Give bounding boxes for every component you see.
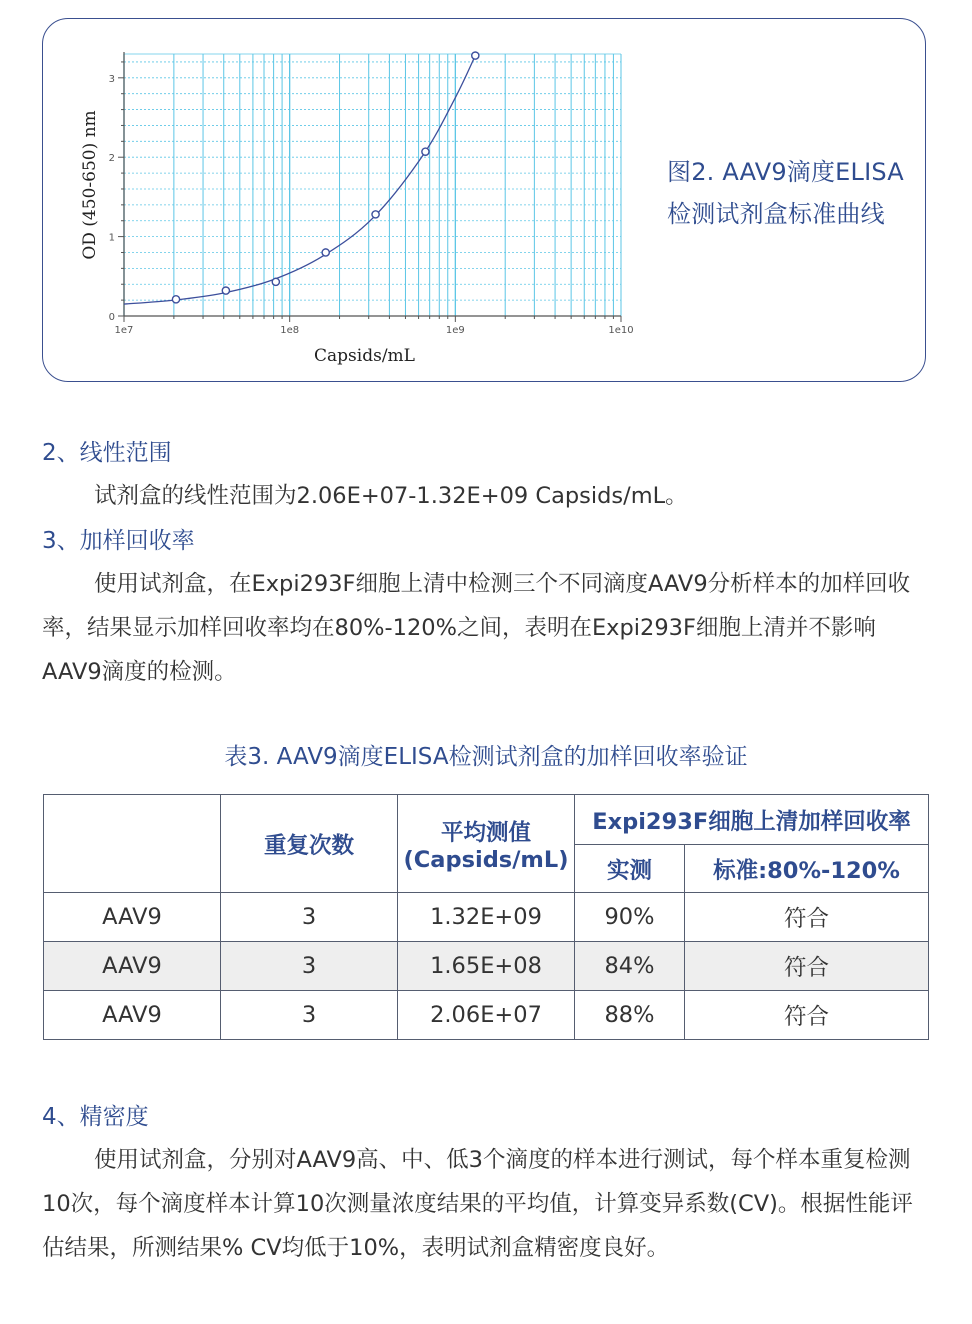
x-axis-title: Capsids/mL <box>314 346 415 366</box>
chart-grid <box>124 54 621 316</box>
cell-repeats: 3 <box>221 893 398 942</box>
chart-curve-layer <box>124 56 475 305</box>
cell-result: 符合 <box>685 991 929 1040</box>
y-tick-label: 2 <box>108 153 115 165</box>
chart-labels <box>80 74 634 366</box>
cell-sample: AAV9 <box>44 991 221 1040</box>
cell-measured: 88% <box>575 991 685 1040</box>
header-mean <box>398 795 575 893</box>
x-tick-label: 1e7 <box>114 325 134 336</box>
section-3-text: 使用试剂盒，在Expi293F细胞上清中检测三个不同滴度AAV9分析样本的加样回收率，结果显示加样回收率均在80%-120%之间，表明在Expi293F细胞上清并不影响AAV9滴度的检测。 <box>42 571 911 685</box>
cell-repeats: 3 <box>221 942 398 991</box>
y-tick-label: 3 <box>108 73 115 85</box>
y-axis-title: OD (450-650) nm <box>80 110 100 260</box>
x-tick-label: 1e8 <box>280 325 300 336</box>
cell-result: 符合 <box>685 893 929 942</box>
chart-axes <box>118 52 621 322</box>
cell-mean: 1.32E+09 <box>398 893 575 942</box>
caption-line-1: 图2. AAV9滴度ELISA <box>667 158 904 186</box>
caption-line-2: 检测试剂盒标准曲线 <box>667 200 885 228</box>
data-point <box>222 287 229 294</box>
data-point <box>422 148 429 155</box>
cell-result: 符合 <box>685 942 929 991</box>
fitted-curve <box>124 56 475 305</box>
cell-repeats: 3 <box>221 991 398 1040</box>
data-point <box>322 249 329 256</box>
x-tick-label: 1e9 <box>445 325 465 336</box>
header-mean-line-2: (Capsids/mL) <box>403 846 569 873</box>
table-row <box>44 942 929 991</box>
header-repeats: 重复次数 <box>221 795 398 893</box>
header-recovery-group: Expi293F细胞上清加样回收率 <box>575 795 929 845</box>
table-title: 表3. AAV9滴度ELISA检测试剂盒的加样回收率验证 <box>224 744 748 770</box>
data-point <box>472 52 479 59</box>
header-sample <box>44 795 221 893</box>
section-3-heading: 3、加样回收率 <box>42 528 195 554</box>
figure-caption <box>667 151 917 235</box>
data-point <box>372 211 379 218</box>
section-2-heading: 2、线性范围 <box>42 440 172 466</box>
data-point <box>272 278 279 285</box>
section-4-text: 使用试剂盒，分别对AAV9高、中、低3个滴度的样本进行测试，每个样本重复检测10次，每个滴度样本计算10次测量浓度结果的平均值，计算变异系数(CV)。根据性能评估结果，所测结果% CV均低于10%，表明试剂盒精密度良好。 <box>42 1147 913 1261</box>
cell-measured: 84% <box>575 942 685 991</box>
section-2-text: 试剂盒的线性范围为2.06E+07-1.32E+09 Capsids/mL。 <box>94 483 688 509</box>
table-row <box>44 991 929 1040</box>
header-standard: 标准:80%-120% <box>685 845 929 893</box>
section-4-heading: 4、精密度 <box>42 1104 149 1130</box>
cell-mean: 2.06E+07 <box>398 991 575 1040</box>
data-point <box>172 296 179 303</box>
cell-sample: AAV9 <box>44 942 221 991</box>
cell-mean: 1.65E+08 <box>398 942 575 991</box>
recovery-table <box>43 794 929 1040</box>
y-tick-label: 0 <box>108 312 115 323</box>
chart-points <box>172 52 479 303</box>
header-measured: 实测 <box>575 845 685 893</box>
cell-sample: AAV9 <box>44 893 221 942</box>
cell-measured: 90% <box>575 893 685 942</box>
x-tick-label: 1e10 <box>608 325 634 336</box>
figure-frame <box>42 18 926 382</box>
y-tick-label: 1 <box>108 232 115 244</box>
table-row <box>44 893 929 942</box>
header-mean-line-1: 平均测值 <box>440 819 531 846</box>
